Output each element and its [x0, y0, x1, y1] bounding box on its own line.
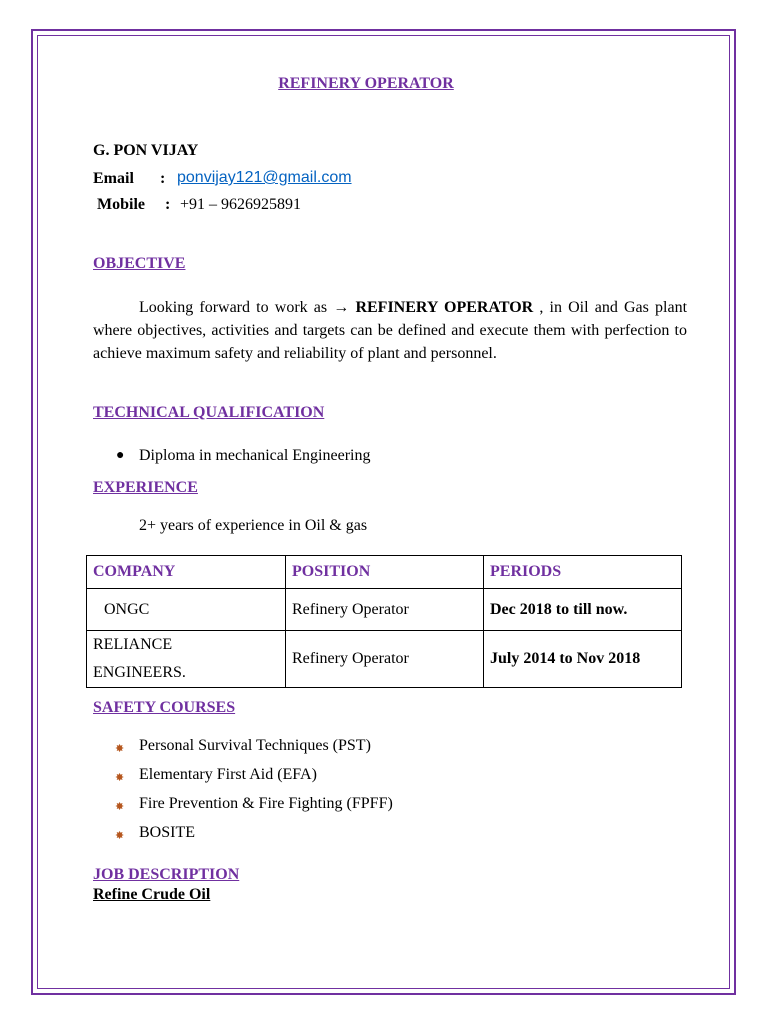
star-bullet-icon: ✸: [115, 743, 125, 755]
job-description-heading: JOB DESCRIPTION: [93, 866, 240, 883]
email-label: Email: [93, 170, 134, 187]
table-row: [87, 631, 682, 688]
table-cell-period: [484, 631, 682, 688]
page-border-inner: [37, 35, 730, 989]
column-header-periods: [484, 556, 682, 589]
table-cell-position: [286, 631, 484, 688]
safety-course-item: Personal Survival Techniques (PST): [139, 737, 371, 754]
experience-table: [86, 555, 682, 688]
table-cell-company: [87, 589, 286, 631]
table-cell-period: [484, 589, 682, 631]
safety-course-item: Fire Prevention & Fire Fighting (FPFF): [139, 795, 393, 812]
column-header-label: COMPANY: [93, 563, 176, 580]
star-bullet-icon: ✸: [115, 772, 125, 784]
safety-course-item: Elementary First Aid (EFA): [139, 766, 317, 783]
candidate-name: G. PON VIJAY: [93, 142, 199, 159]
period-text: July 2014 to Nov 2018: [490, 650, 641, 667]
company-name: ONGC: [104, 600, 150, 618]
column-header-label: POSITION: [292, 563, 371, 580]
mobile-number: +91 – 9626925891: [180, 196, 302, 213]
period-text: Dec 2018 to till now.: [490, 600, 628, 618]
job-description-subheading: Refine Crude Oil: [93, 886, 211, 903]
objective-role: REFINERY OPERATOR: [355, 299, 534, 316]
technical-qualification-heading: TECHNICAL QUALIFICATION: [93, 404, 325, 421]
column-header-position: [286, 556, 484, 589]
table-row: [87, 589, 682, 631]
column-header-label: PERIODS: [490, 563, 562, 580]
qualification-item: Diploma in mechanical Engineering: [139, 447, 371, 464]
resume-title: REFINERY OPERATOR: [278, 75, 454, 92]
company-name-line: RELIANCE: [93, 636, 173, 653]
safety-courses-heading: SAFETY COURSES: [93, 699, 236, 716]
experience-heading: EXPERIENCE: [93, 479, 198, 496]
table-cell-company: [87, 631, 286, 688]
column-header-company: [87, 556, 286, 589]
mobile-separator: :: [165, 196, 171, 213]
bullet-dot-icon: ●: [116, 448, 125, 463]
objective-paragraph: [93, 296, 687, 365]
company-name-line: ENGINEERS.: [93, 664, 186, 681]
star-bullet-icon: ✸: [115, 830, 125, 842]
email-separator: :: [160, 170, 166, 187]
mobile-label: Mobile: [97, 196, 145, 213]
table-header-row: [87, 556, 682, 589]
safety-course-item: BOSITE: [139, 824, 195, 841]
experience-summary: 2+ years of experience in Oil & gas: [139, 517, 368, 534]
email-link[interactable]: ponvijay121@gmail.com: [177, 169, 352, 186]
table-cell-position: [286, 589, 484, 631]
star-bullet-icon: ✸: [115, 801, 125, 813]
position-name: Refinery Operator: [292, 650, 409, 667]
objective-text: , in Oil and Gas plant where objectives, activities and targets can be defined and execute them with perfection to achieve maximum safety and reliability of plant and personnel.: [93, 299, 688, 362]
objective-heading: OBJECTIVE: [93, 255, 186, 272]
objective-lead: Looking forward to work as →: [139, 299, 350, 316]
position-name: Refinery Operator: [292, 600, 409, 618]
